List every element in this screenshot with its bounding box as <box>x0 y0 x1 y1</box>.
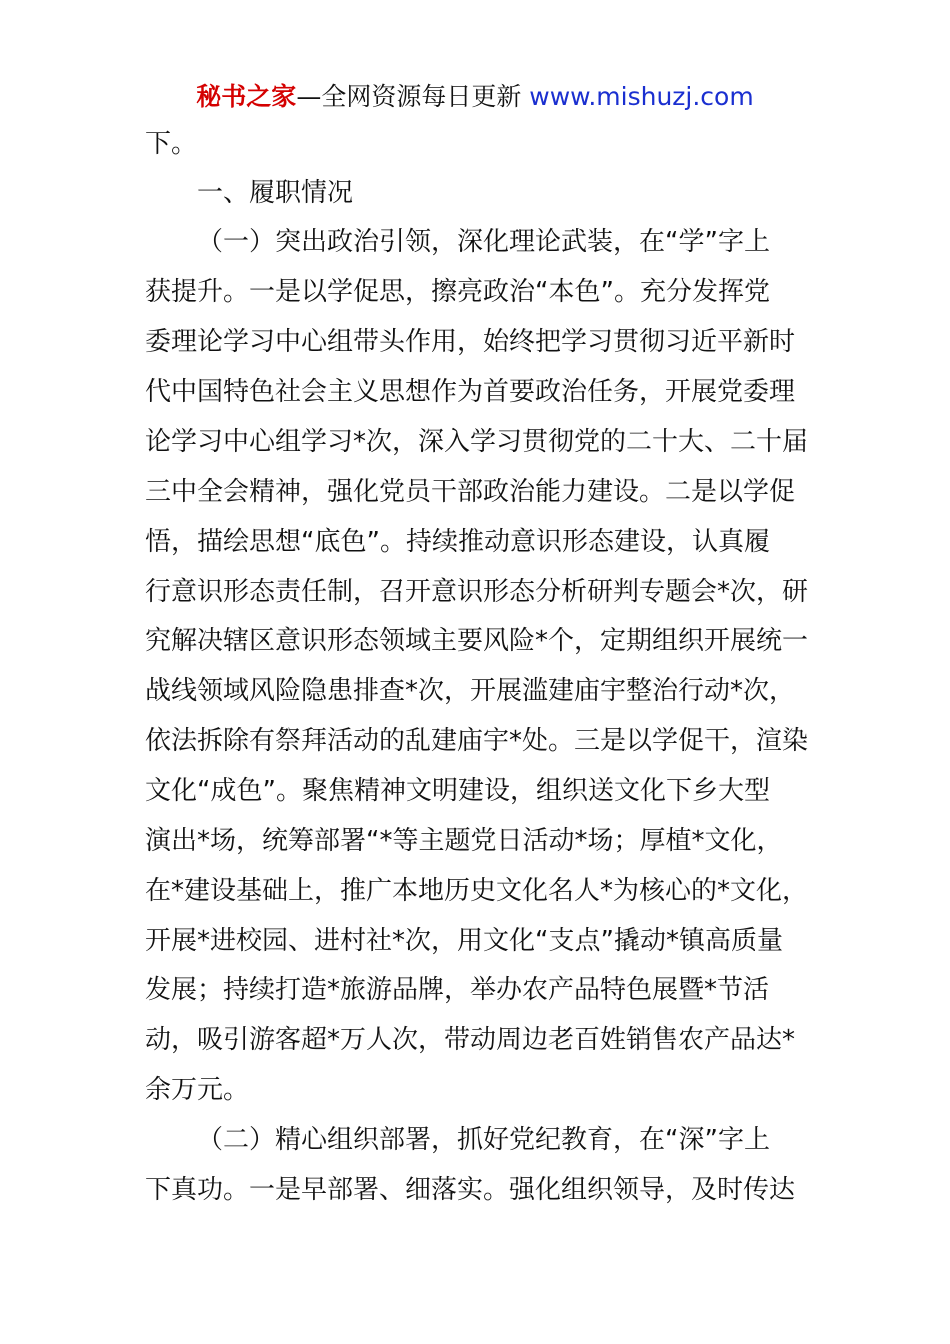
section-heading: 一、履职情况 <box>197 178 354 208</box>
text-line: 论学习中心组学习*次，深入学习贯彻党的二十大、二十届 <box>145 427 809 457</box>
text-line: 余万元。 <box>145 1075 250 1105</box>
site-tagline: —全网资源每日更新 <box>296 82 522 111</box>
text-line: 悟，描绘思想“底色”。持续推动意识形态建设，认真履 <box>145 527 770 557</box>
subsection-heading: （一）突出政治引领，深化理论武装，在“学”字上 <box>197 227 770 257</box>
site-url-link[interactable]: www.mishuzj.com <box>529 82 754 111</box>
text-line: 文化“成色”。聚焦精神文明建设，组织送文化下乡大型 <box>145 776 770 806</box>
text-line: 发展；持续打造*旅游品牌，举办农产品特色展暨*节活 <box>145 975 770 1005</box>
text-line: 演出*场，统筹部署“*等主题党日活动*场；厚植*文化， <box>145 826 783 856</box>
text-line: 下真功。一是早部署、细落实。强化组织领导，及时传达 <box>145 1175 796 1205</box>
text-line: 动，吸引游客超*万人次，带动周边老百姓销售农产品达* <box>145 1025 796 1055</box>
text-line: 战线领域风险隐患排查*次，开展滥建庙宇整治行动*次， <box>145 676 796 706</box>
text-line: 行意识形态责任制，召开意识形态分析研判专题会*次，研 <box>145 577 809 607</box>
text-line: 代中国特色社会主义思想作为首要政治任务，开展党委理 <box>145 377 796 407</box>
text-line: 委理论学习中心组带头作用，始终把学习贯彻习近平新时 <box>145 327 796 357</box>
text-line: 获提升。一是以学促思，擦亮政治“本色”。充分发挥党 <box>145 277 770 307</box>
site-header <box>0 80 950 114</box>
text-line: 究解决辖区意识形态领域主要风险*个，定期组织开展统一 <box>145 626 809 656</box>
subsection-heading: （二）精心组织部署，抓好党纪教育，在“深”字上 <box>197 1125 770 1155</box>
text-line: 下。 <box>145 129 198 159</box>
text-line: 在*建设基础上，推广本地历史文化名人*为核心的*文化， <box>145 876 809 906</box>
text-line: 依法拆除有祭拜活动的乱建庙宇*处。三是以学促干，渲染 <box>145 726 809 756</box>
text-line: 开展*进校园、进村社*次，用文化“支点”撬动*镇高质量 <box>145 926 783 956</box>
site-brand: 秘书之家 <box>196 82 297 111</box>
text-line: 三中全会精神，强化党员干部政治能力建设。二是以学促 <box>145 477 796 507</box>
